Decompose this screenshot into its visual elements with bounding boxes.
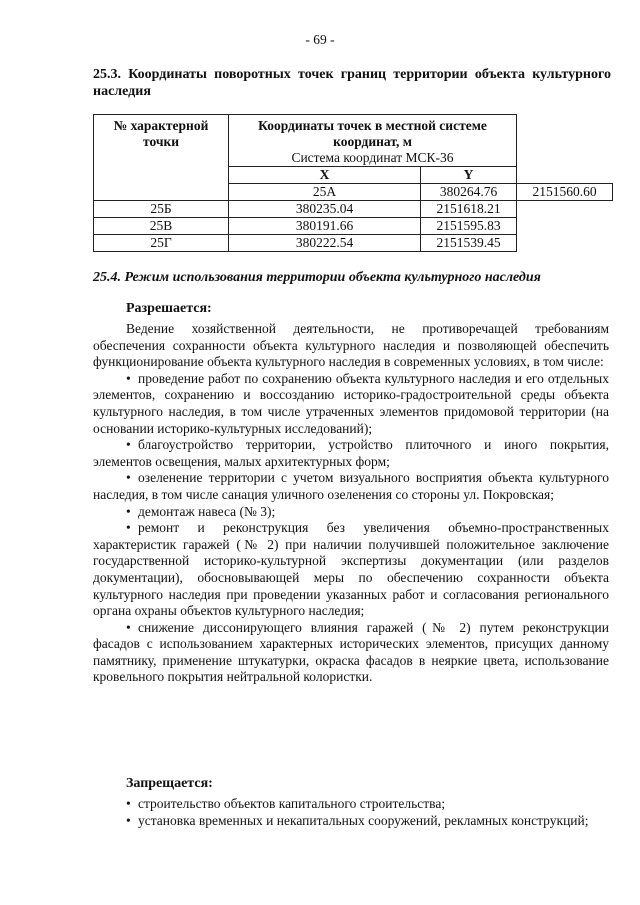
section-heading-25-4: 25.4. Режим использования территории объекта культурного наследия [93,270,541,285]
x-cell: 380235.04 [229,201,421,218]
section-heading-25-3: 25.3. Координаты поворотных точек границ территории объекта культурного наследия [93,67,611,99]
bullet-icon: • [126,796,131,811]
bullet-icon: • [126,812,131,828]
list-item-text: проведение работ по сохранению объекта культурного наследия и его отдельных элементов, сохранению и воссозданию историко-градостроительной среды объекта культурного наследия, в том числе утраченных элементов придомовой территории (на основании историко-культурных исследований); [93,370,609,436]
y-cell: 2151560.60 [517,184,613,201]
bullet-icon: • [126,503,131,519]
point-cell: 25А [229,184,421,201]
table-row [94,235,613,252]
list-item-text: ремонт и реконструкция без увеличения объемно-пространственных характеристик гаражей (№ 2) при наличии получившей положительное заключение государственной историко-культурной экспертизы документации (или разделов документации), обосновывающей меры по обеспечению сохранности объекта культурного наследия при проведении указанных работ и согласования регионального органа охраны объектов культурного наследия; [93,520,609,619]
list-item [93,504,609,521]
list-item-text: установка временных и некапитальных сооружений, рекламных конструкций; [138,812,589,828]
x-cell: 380191.66 [229,218,421,235]
header-coordinate-system: Система координат МСК-36 [291,150,454,165]
list-item-text: благоустройство территории, устройство плиточного и иного покрытия, элементов освещения, малых архитектурных форм; [93,437,609,469]
bullet-icon: • [126,520,131,536]
bullet-icon: • [126,370,131,386]
point-cell: 25В [94,218,229,235]
table-row [94,201,613,218]
allowed-title: Разрешается: [126,301,212,316]
x-cell: 380222.54 [229,235,421,252]
list-item-text: строительство объектов капитального строительства; [138,796,446,811]
list-item [93,796,609,813]
list-item [93,470,609,503]
header-coordinates [229,115,517,167]
y-cell: 2151618.21 [421,201,517,218]
list-item-text: демонтаж навеса (№ 3); [138,503,276,519]
table-row [94,218,613,235]
header-point-number: № характерной точки [94,115,229,201]
y-cell: 2151595.83 [421,218,517,235]
bullet-icon: • [126,470,131,486]
list-item [93,371,609,437]
point-cell: 25Б [94,201,229,218]
point-cell: 25Г [94,235,229,252]
bullet-icon: • [126,437,131,453]
list-item [93,520,609,620]
list-item [93,813,609,830]
list-item-text: озеленение территории с учетом визуального восприятия объекта культурного наследия, в том числе санация уличного озеленения со стороны ул. Покровская; [93,470,609,502]
page-number: - 69 - [305,32,335,47]
coordinates-table [93,114,613,252]
forbidden-body [93,796,609,829]
list-item [93,437,609,470]
bullet-icon: • [126,619,131,635]
y-cell: 2151539.45 [421,235,517,252]
list-item [93,620,609,686]
allowed-intro: Ведение хозяйственной деятельности, не противоречащей требованиям обеспечения сохранности объекта культурного наследия и позволяющей обеспечить функционирование объекта культурного наследия в современных условиях, в том числе: [93,321,609,370]
allowed-body [93,321,609,686]
header-coordinates-label: Координаты точек в местной системе координат, м [258,118,487,149]
x-cell: 380264.76 [421,184,517,201]
forbidden-title: Запрещается: [126,776,213,791]
header-y: Y [421,167,517,184]
header-x: X [229,167,421,184]
list-item-text: снижение диссонирующего влияния гаражей (№ 2) путем реконструкции фасадов с использованием характерных исторических элементов, присущих данному памятнику, применение штукатурки, окраска фасадов в неяркие цвета, использование кровельного покрытия нейтральной колористки. [93,619,609,685]
